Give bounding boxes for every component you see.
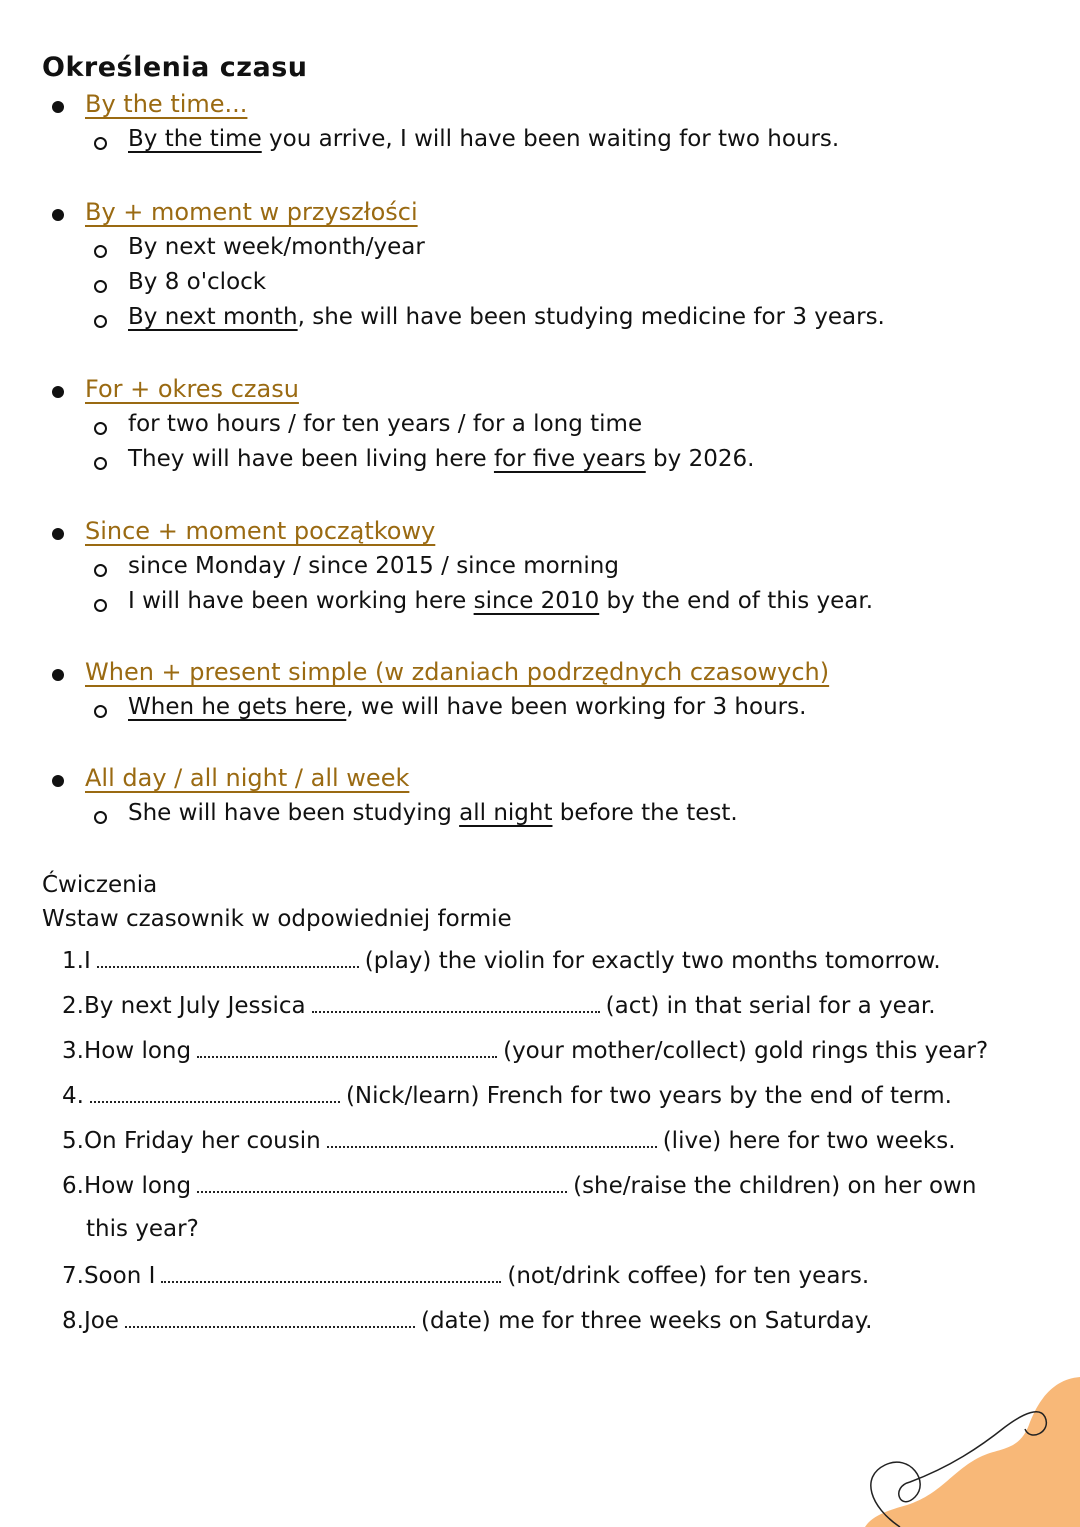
bullet-dot (52, 528, 64, 540)
bullet-dot (52, 775, 64, 787)
bullet-dot (52, 101, 64, 113)
answer-blank[interactable] (97, 950, 359, 968)
example-sentence: By next month, she will have been studying medicine for 3 years. (128, 304, 885, 330)
answer-blank[interactable] (197, 1175, 567, 1193)
section-heading: When + present simple (w zdaniach podrzędnych czasowych) (85, 658, 830, 686)
sub-bullet (94, 457, 107, 470)
sub-bullet (94, 811, 107, 824)
example-sentence: By 8 o'clock (128, 269, 267, 295)
sub-bullet (94, 280, 107, 293)
exercises-instruction: Wstaw czasownik w odpowiedniej formie (42, 906, 512, 932)
section-heading: All day / all night / all week (85, 764, 410, 792)
example-sentence: By the time you arrive, I will have been waiting for two hours. (128, 126, 840, 152)
exercise-item: 4. (Nick/learn) French for two years by the end of term. (62, 1083, 952, 1109)
example-sentence: for two hours / for ten years / for a long time (128, 411, 643, 437)
section-heading: By the time... (85, 90, 248, 118)
sub-bullet (94, 599, 107, 612)
example-sentence: When he gets here, we will have been working for 3 hours. (128, 694, 807, 720)
answer-blank[interactable] (312, 995, 600, 1013)
example-sentence: By next week/month/year (128, 234, 425, 260)
example-sentence: I will have been working here since 2010 by the end of this year. (128, 588, 874, 614)
answer-blank[interactable] (125, 1310, 415, 1328)
section-heading: For + okres czasu (85, 375, 299, 403)
sub-bullet (94, 137, 107, 150)
section-all-day (52, 764, 1052, 835)
exercise-item: 3.How long (your mother/collect) gold rings this year? (62, 1038, 989, 1064)
example-sentence: She will have been studying all night before the test. (128, 800, 738, 826)
example-sentence: They will have been living here for five years by 2026. (128, 446, 755, 472)
exercise-item: 8.Joe (date) me for three weeks on Saturday. (62, 1308, 873, 1334)
sub-bullet (94, 315, 107, 328)
exercise-item: 2.By next July Jessica (act) in that serial for a year. (62, 993, 936, 1019)
page-title: Określenia czasu (42, 52, 308, 83)
exercise-item: 6.How long (she/raise the children) on her own (62, 1173, 977, 1199)
section-when (52, 658, 1052, 729)
sub-bullet (94, 705, 107, 718)
bullet-dot (52, 209, 64, 221)
decorative-corner-blob (840, 1357, 1080, 1527)
exercise-item-continuation: this year? (86, 1216, 199, 1242)
section-by-the-time (52, 90, 1052, 161)
exercise-item: 7.Soon I (not/drink coffee) for ten years. (62, 1263, 870, 1289)
orange-blob (865, 1377, 1080, 1527)
answer-blank[interactable] (197, 1040, 497, 1058)
section-heading: Since + moment początkowy (85, 517, 436, 545)
bullet-dot (52, 386, 64, 398)
sub-bullet (94, 422, 107, 435)
section-by-moment (52, 198, 1052, 339)
answer-blank[interactable] (90, 1085, 340, 1103)
answer-blank[interactable] (327, 1130, 657, 1148)
section-for-period (52, 375, 1052, 481)
answer-blank[interactable] (161, 1265, 501, 1283)
sub-bullet (94, 245, 107, 258)
exercise-item: 5.On Friday her cousin (live) here for two weeks. (62, 1128, 956, 1154)
section-heading: By + moment w przyszłości (85, 198, 418, 226)
example-sentence: since Monday / since 2015 / since morning (128, 553, 619, 579)
bullet-dot (52, 669, 64, 681)
section-since (52, 517, 1052, 623)
exercises-title: Ćwiczenia (42, 872, 158, 898)
sub-bullet (94, 564, 107, 577)
exercise-item: 1.I (play) the violin for exactly two months tomorrow. (62, 948, 941, 974)
